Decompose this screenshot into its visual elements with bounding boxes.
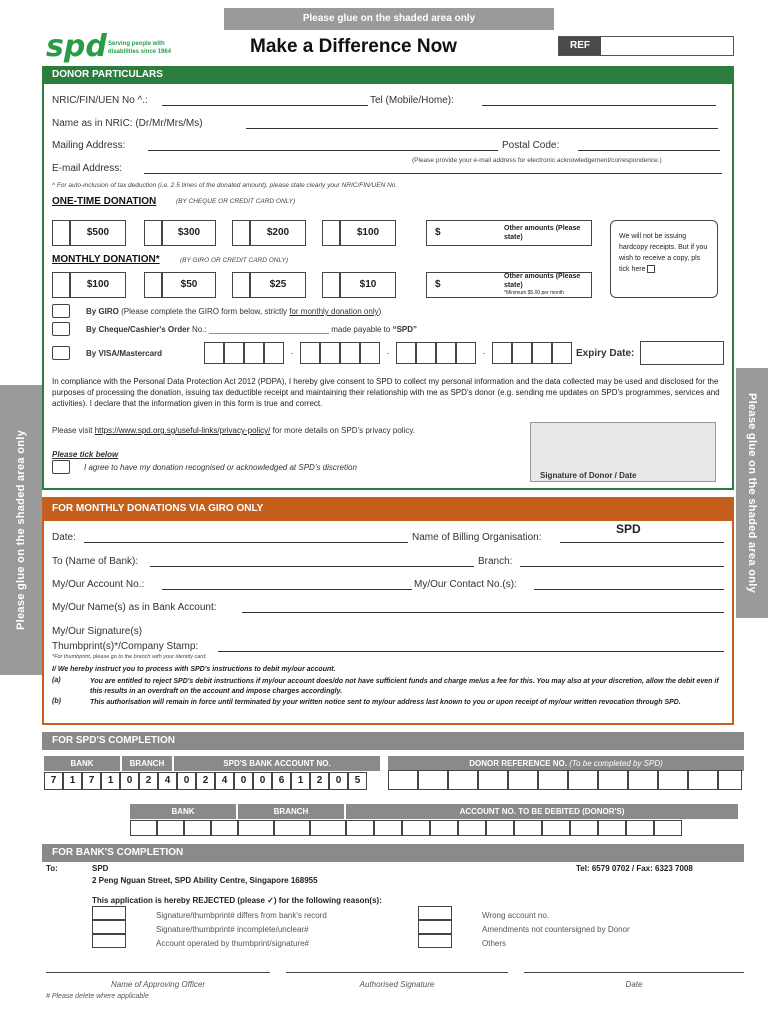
billing-value: SPD: [616, 522, 641, 536]
reason: Amendments not countersigned by Donor: [482, 925, 630, 934]
pdpa-consent: In compliance with the Personal Data Protection Act 2012 (PDPA), I hereby give consent to SPD to collect my personal information and the data collected may be used and disclosed for the purposes of processing the donation, issuing tax deductible receipt and maintaining their relationship with me as SPD’s donor (e.g. sending me updates on SPD’s programmes, services and activities). I declare that the information given in this form is true and correct.: [52, 377, 720, 408]
clause-b-text: This authorisation will remain in force until terminated by your written notice sent to my/our address last known to you or upon receipt of my/our written revocation through SPD.: [90, 699, 681, 706]
postal-field[interactable]: [578, 141, 720, 151]
branch-label: Branch:: [478, 556, 513, 567]
spd-branch-col: BRANCH: [122, 756, 172, 771]
postal-label: Postal Code:: [502, 140, 560, 151]
bank-completion-header: FOR BANK'S COMPLETION: [42, 844, 744, 862]
reject-right-boxes[interactable]: [418, 906, 452, 948]
bank-name-label: To (Name of Bank):: [52, 556, 139, 567]
email-label: E-mail Address:: [52, 163, 123, 174]
spd-account-col: SPD'S BANK ACCOUNT NO.: [174, 756, 380, 771]
giro-instruct: I/ We hereby instruct you to process with SPD's instructions to debit my/our account.: [52, 666, 336, 673]
spd-bank-col: BANK: [44, 756, 120, 771]
giro-end: ): [378, 307, 382, 316]
spd-logo: spd: [46, 29, 107, 64]
donor-header: DONOR PARTICULARS: [42, 66, 734, 84]
reason: Others: [482, 939, 507, 948]
one-time-heading: ONE-TIME DONATION: [52, 196, 157, 207]
other-amounts-label: Other amounts (Please state): [504, 225, 581, 241]
donor-ref-label: DONOR REFERENCE NO.: [469, 759, 568, 768]
glue-area-right: [736, 368, 768, 618]
digit: 7: [82, 772, 101, 790]
delete-note: # Please delete where applicable: [46, 993, 149, 1000]
spd-completion-header: FOR SPD'S COMPLETION: [42, 732, 744, 750]
glue-right-text: Please glue on the shaded area only: [746, 392, 759, 594]
cb-m50[interactable]: [144, 272, 162, 298]
account-field[interactable]: [162, 580, 412, 590]
to-spd: SPD: [92, 864, 109, 873]
digit: 0: [177, 772, 196, 790]
ref-label: REF: [559, 37, 601, 55]
spd-tel-fax: Tel: 6579 0702 / Fax: 6323 7008: [576, 864, 693, 873]
authorised-signature-line[interactable]: [286, 972, 508, 973]
giro-link: for monthly donation only: [289, 307, 379, 316]
one-time-note: (BY CHEQUE OR CREDIT CARD ONLY): [176, 198, 296, 205]
glue-area-left: [0, 385, 42, 675]
branch-field[interactable]: [520, 557, 724, 567]
digit: 5: [348, 772, 367, 790]
form-title: Make a Difference Now: [250, 36, 457, 57]
monthly-50: $50: [162, 272, 216, 298]
giro-date-field[interactable]: [84, 533, 408, 543]
digit: 1: [291, 772, 310, 790]
digit: 0: [329, 772, 348, 790]
tax-note: ^ For auto-inclusion of tax deduction (i.e. 2.5 times of the donated amount), please state clearly your NRIC/FIN/UEN No.: [52, 182, 398, 189]
cb-300[interactable]: [144, 220, 162, 246]
debit-account-col: ACCOUNT NO. TO BE DEBITED (DONOR'S): [346, 804, 738, 819]
cb-200[interactable]: [232, 220, 250, 246]
nric-label: NRIC/FIN/UEN No ^.:: [52, 95, 148, 106]
receipt-note-box: [610, 220, 718, 298]
clause-b-label: (b): [52, 698, 61, 705]
monthly-other-dollar: $: [435, 279, 441, 290]
cb-m25[interactable]: [232, 272, 250, 298]
ref-field[interactable]: [558, 36, 734, 56]
donor-ref-note: (To be completed by SPD): [569, 759, 663, 768]
donor-signature-label: Signature of Donor / Date: [540, 471, 637, 480]
contact-label: My/Our Contact No.(s):: [414, 579, 517, 590]
cheque-label: By Cheque/Cashier's Order: [86, 325, 190, 334]
visit-end: for more details on SPD’s privacy policy.: [272, 426, 415, 435]
amount-200: $200: [250, 220, 306, 246]
debit-account-field[interactable]: [130, 820, 682, 836]
debit-bank-col: BANK: [130, 804, 236, 819]
minimum-note: *Minimum $5.00 per month: [504, 290, 565, 296]
digit: 0: [253, 772, 272, 790]
cb-500[interactable]: [52, 220, 70, 246]
giro-text: (Please complete the GIRO form below, strictly: [121, 307, 287, 316]
authorised-signature-label: Authorised Signature: [359, 980, 435, 989]
cheque-option: [86, 325, 417, 334]
to-label: To:: [46, 864, 58, 873]
giro-date-label: Date:: [52, 532, 76, 543]
reason: Wrong account no.: [482, 911, 550, 920]
tel-label: Tel (Mobile/Home):: [370, 95, 454, 106]
expiry-label: Expiry Date:: [576, 348, 635, 359]
name-label: Name as in NRIC: (Dr/Mr/Mrs/Ms): [52, 118, 203, 129]
cb-m100[interactable]: [52, 272, 70, 298]
names-label: My/Our Name(s) as in Bank Account:: [52, 602, 217, 613]
rejected-label: This application is hereby REJECTED (please ✓) for the following reason(s):: [92, 896, 382, 905]
digit: 0: [120, 772, 139, 790]
clause-a-label: (a): [52, 677, 61, 684]
amount-300: $300: [162, 220, 216, 246]
signature-label: My/Our Signature(s): [52, 626, 143, 637]
agree-checkbox[interactable]: [52, 460, 70, 474]
date-line[interactable]: [524, 972, 744, 973]
visa-checkbox[interactable]: [52, 346, 70, 360]
digit: 1: [101, 772, 120, 790]
agree-text: I agree to have my donation recognised or acknowledged at SPD’s discretion: [84, 463, 357, 472]
donor-ref-field[interactable]: [388, 770, 742, 790]
approving-officer-label: Name of Approving Officer: [111, 980, 205, 989]
names-field[interactable]: [242, 603, 724, 613]
glue-left-text: Please glue on the shaded area only: [15, 429, 28, 631]
thumbprint-note: *For thumbprint, please go to the branch with your identity card.: [52, 654, 207, 660]
reject-left-reasons: [156, 909, 327, 951]
mailing-label: Mailing Address:: [52, 140, 126, 151]
reason: Signature/thumbprint# differs from bank's record: [156, 911, 327, 920]
privacy-link[interactable]: https://www.spd.org.sg/useful-links/privacy-policy/: [94, 426, 271, 435]
monthly-25: $25: [250, 272, 306, 298]
monthly-other-label: Other amounts (Please state): [504, 273, 581, 289]
expiry-field[interactable]: [640, 341, 724, 365]
digit: 7: [44, 772, 63, 790]
mailing-field[interactable]: [148, 141, 498, 151]
digit: 1: [63, 772, 82, 790]
glue-area-top: Please glue on the shaded area only: [224, 8, 554, 30]
digit: 2: [310, 772, 329, 790]
card-number-field[interactable]: · · ·: [204, 342, 584, 364]
debit-branch-col: BRANCH: [238, 804, 344, 819]
clause-a-text: You are entitled to reject SPD's debit instructions if my/our account does/do not have sufficient funds and charge me/us a fee for this. You may also at your discretion, allow the debit even if this results in an overdraft on the account and impose charges accordingly.: [90, 678, 719, 695]
name-field[interactable]: [246, 119, 718, 129]
other-dollar: $: [435, 227, 441, 238]
monthly-heading: MONTHLY DONATION*: [52, 254, 160, 265]
privacy-line: [52, 426, 415, 435]
billing-label: Name of Billing Organisation:: [412, 532, 542, 543]
monthly-note: (BY GIRO OR CREDIT CARD ONLY): [180, 257, 288, 264]
donor-ref-col: [388, 756, 744, 771]
digit: 4: [215, 772, 234, 790]
giro-header: FOR MONTHLY DONATIONS VIA GIRO ONLY: [42, 497, 734, 521]
cheque-text: No.: ___________________________ made payable to: [191, 325, 391, 334]
reason: Account operated by thumbprint/signature#: [156, 939, 309, 948]
spd-account-digits: [44, 772, 367, 790]
cheque-payee: “SPD”: [392, 325, 418, 334]
bank-date-label: Date: [625, 980, 643, 989]
reason: Signature/thumbprint# incomplete/unclear#: [156, 925, 309, 934]
digit: 0: [234, 772, 253, 790]
visit-label: Please visit: [52, 426, 93, 435]
giro-checkbox[interactable]: [52, 304, 70, 318]
receipt-note: We will not be issuing hardcopy receipts. But if you wish to receive a copy, pls tick here: [619, 233, 708, 273]
digit: 2: [139, 772, 158, 790]
digit: 2: [196, 772, 215, 790]
cheque-checkbox[interactable]: [52, 322, 70, 336]
visa-label: By VISA/Mastercard: [86, 349, 163, 358]
tel-field[interactable]: [482, 96, 716, 106]
thumbprint-label: Thumbprint(s)*/Company Stamp:: [52, 641, 199, 652]
thumbprint-field[interactable]: [218, 642, 724, 652]
amount-100: $100: [340, 220, 396, 246]
amount-500: $500: [70, 220, 126, 246]
account-label: My/Our Account No.:: [52, 579, 145, 590]
cb-100[interactable]: [322, 220, 340, 246]
nric-field[interactable]: [162, 96, 368, 106]
reject-right-reasons: [482, 909, 630, 951]
cb-m10[interactable]: [322, 272, 340, 298]
approving-officer-line[interactable]: [46, 972, 270, 973]
tick-below: Please tick below: [52, 450, 119, 459]
monthly-10: $10: [340, 272, 396, 298]
reject-left-boxes[interactable]: [92, 906, 126, 948]
email-note: (Please provide your e-mail address for electronic acknowledgement/correspondence.): [412, 157, 662, 164]
logo-tagline: Serving people with disabilities since 1964: [108, 41, 172, 55]
monthly-100: $100: [70, 272, 126, 298]
contact-field[interactable]: [534, 580, 724, 590]
giro-label: By GIRO: [86, 307, 119, 316]
email-field[interactable]: [144, 164, 722, 174]
spd-address: 2 Peng Nguan Street, SPD Ability Centre, Singapore 168955: [92, 876, 318, 885]
digit: 4: [158, 772, 177, 790]
bank-name-field[interactable]: [150, 557, 474, 567]
receipt-checkbox[interactable]: [647, 265, 655, 273]
giro-option: [86, 307, 381, 316]
billing-field: [560, 533, 724, 543]
digit: 6: [272, 772, 291, 790]
